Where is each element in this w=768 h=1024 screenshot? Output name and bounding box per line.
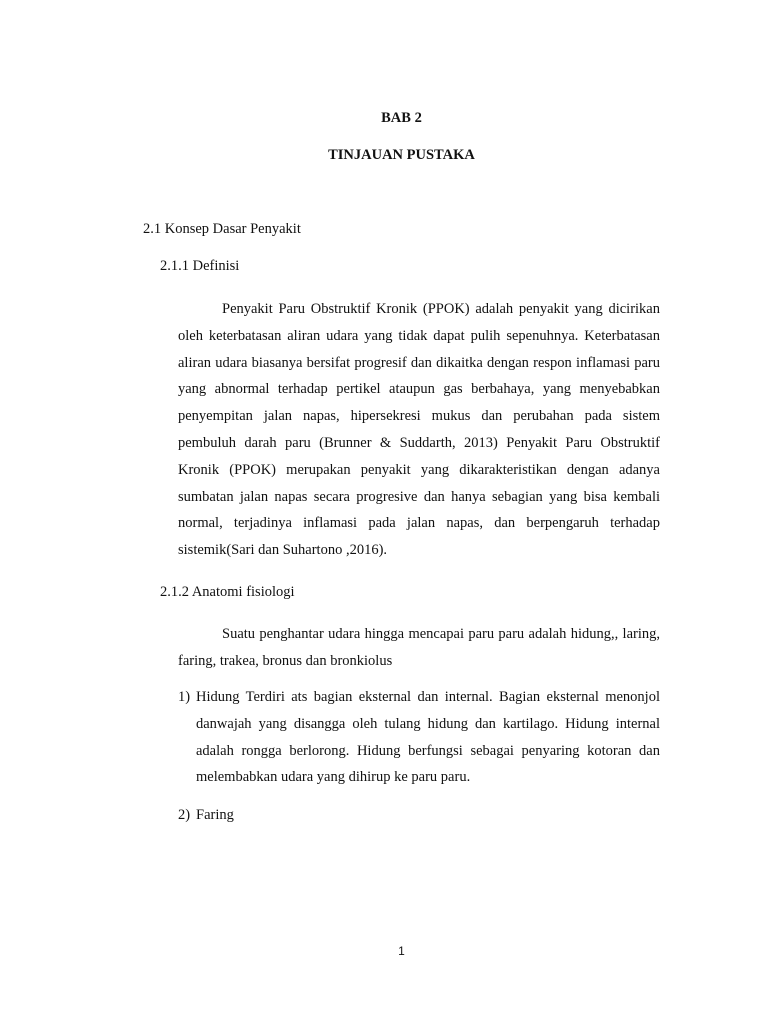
- page-number: 1: [398, 944, 405, 958]
- chapter-title: TINJAUAN PUSTAKA: [328, 147, 475, 163]
- chapter-number: BAB 2: [381, 110, 422, 126]
- definisi-paragraph: Penyakit Paru Obstruktif Kronik (PPOK) adalah penyakit yang dicirikan oleh keterbatasan aliran udara yang tidak dapat pulih sepenuhnya. Keterbatasan aliran udara biasanya bersifat progresif dan dikaitka dengan respon inflamasi paru yang abnormal terhadap pertikel ataupun gas berbahaya, yang menyebabkan penyempitan jalan napas, hipersekresi mukus dan perubahan pada sistem pembuluh darah paru (Brunner & Suddarth, 2013) Penyakit Paru Obstruktif Kronik (PPOK) merupakan penyakit yang dikarakteristikan dengan adanya sumbatan jalan napas secara progresive dan hanya sebagian yang bisa kembali normal, terjadinya inflamasi pada jalan napas, dan berpengaruh terhadap sistemik(Sari dan Suhartono ,2016).: [178, 301, 660, 559]
- list-marker: 1): [178, 689, 191, 705]
- list-marker: 2): [178, 807, 191, 823]
- anatomi-paragraph: Suatu penghantar udara hingga mencapai paru paru adalah hidung,, laring, faring, trakea, bronus dan bronkiolus: [178, 626, 660, 669]
- subsection-heading-definisi: 2.1.1 Definisi: [160, 258, 240, 274]
- list-item-hidung: [178, 684, 660, 791]
- list-item-faring: [178, 802, 660, 829]
- section-heading: 2.1 Konsep Dasar Penyakit: [143, 221, 301, 237]
- subsection-heading-anatomi: 2.1.2 Anatomi fisiologi: [160, 584, 295, 600]
- list-item-text: Faring: [196, 807, 234, 823]
- list-item-text: Hidung Terdiri ats bagian eksternal dan internal. Bagian eksternal menonjol danwajah yang disangga oleh tulang hidung dan kartilago. Hidung internal adalah rongga berlorong. Hidung berfungsi sebagai penyaring kotoran dan melembabkan udara yang dihirup ke paru paru.: [196, 689, 660, 786]
